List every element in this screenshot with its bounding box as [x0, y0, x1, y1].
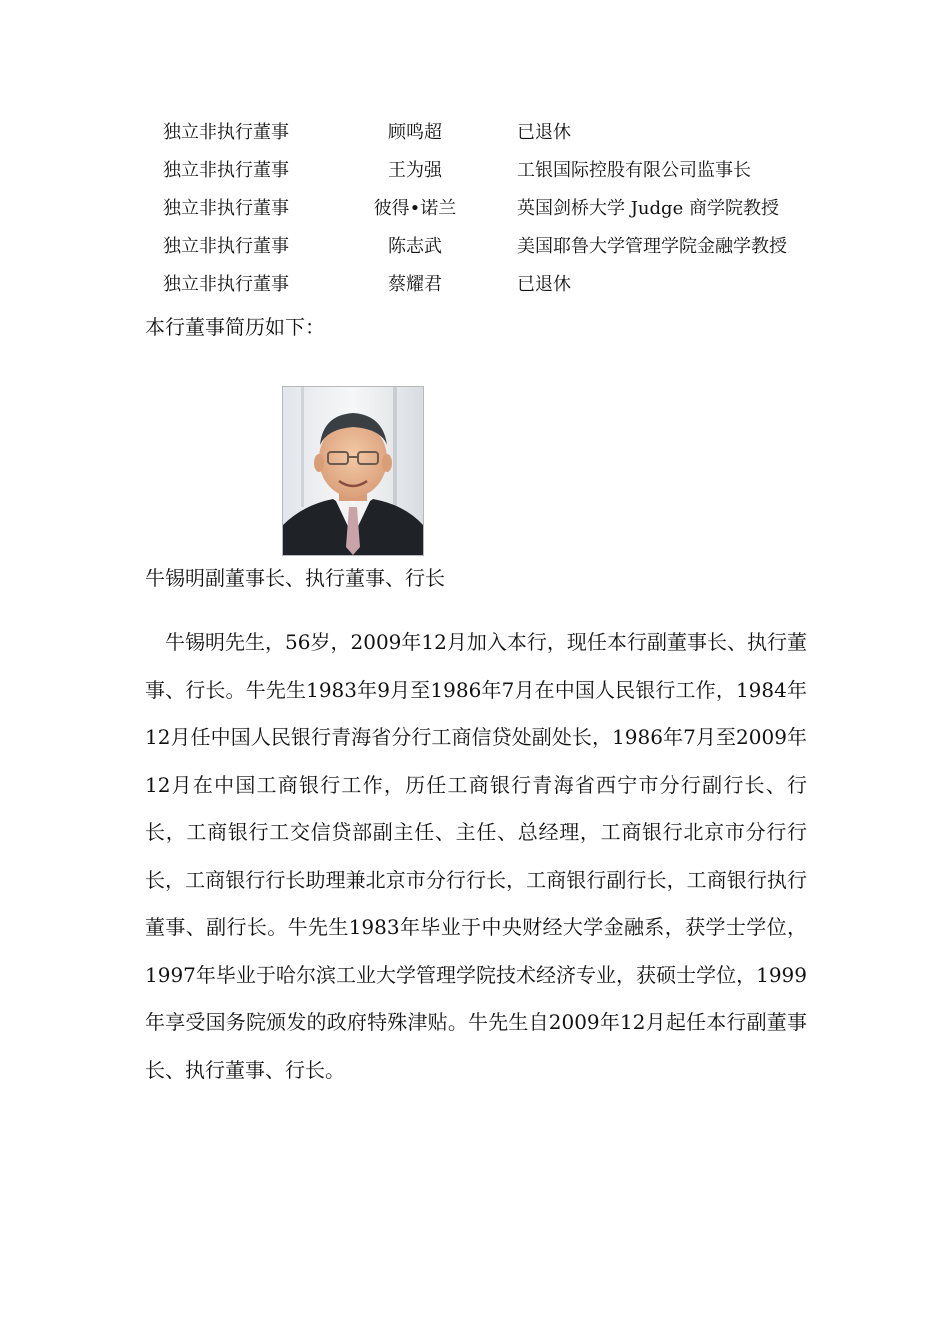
- director-position: 英国剑桥大学 Judge 商学院教授: [517, 198, 779, 219]
- director-row: [145, 266, 825, 304]
- director-name: 顾鸣超: [388, 122, 442, 143]
- director-role: 独立非执行董事: [163, 274, 289, 295]
- director-role: 独立非执行董事: [163, 160, 289, 181]
- director-position: 工银国际控股有限公司监事长: [517, 160, 751, 181]
- director-row: [145, 114, 825, 152]
- director-role: 独立非执行董事: [163, 198, 289, 219]
- director-row: [145, 152, 825, 190]
- director-name: 王为强: [388, 160, 442, 181]
- director-portrait: [282, 386, 424, 556]
- director-position: 已退休: [517, 122, 571, 143]
- director-biography: 牛锡明先生，56岁，2009年12月加入本行，现任本行副董事长、执行董事、行长。牛先生1983年9月至1986年7月在中国人民银行工作，1984年12月任中国人民银行青海省分行工商信贷处副处长，1986年7月至2009年12月在中国工商银行工作，历任工商银行青海省西宁市分行副行长、行长，工商银行工交信贷部副主任、主任、总经理，工商银行北京市分行行长，工商银行行长助理兼北京市分行行长，工商银行副行长，工商银行执行董事、副行长。牛先生1983年毕业于中央财经大学金融系，获学士学位，1997年毕业于哈尔滨工业大学管理学院技术经济专业，获硕士学位，1999年享受国务院颁发的政府特殊津贴。牛先生自2009年12月起任本行副董事长、执行董事、行长。: [145, 630, 807, 1082]
- director-row: [145, 190, 825, 228]
- director-position: 已退休: [517, 274, 571, 295]
- director-name: 蔡耀君: [388, 274, 442, 295]
- portrait-caption: 牛锡明副董事长、执行董事、行长: [145, 566, 445, 590]
- director-row: [145, 228, 825, 266]
- director-role: 独立非执行董事: [163, 236, 289, 257]
- director-role: 独立非执行董事: [163, 122, 289, 143]
- directors-table: [145, 114, 825, 304]
- director-name: 陈志武: [388, 236, 442, 257]
- director-position: 美国耶鲁大学管理学院金融学教授: [517, 236, 787, 257]
- section-intro: 本行董事简历如下：: [145, 315, 325, 339]
- director-name: 彼得•诺兰: [373, 198, 457, 219]
